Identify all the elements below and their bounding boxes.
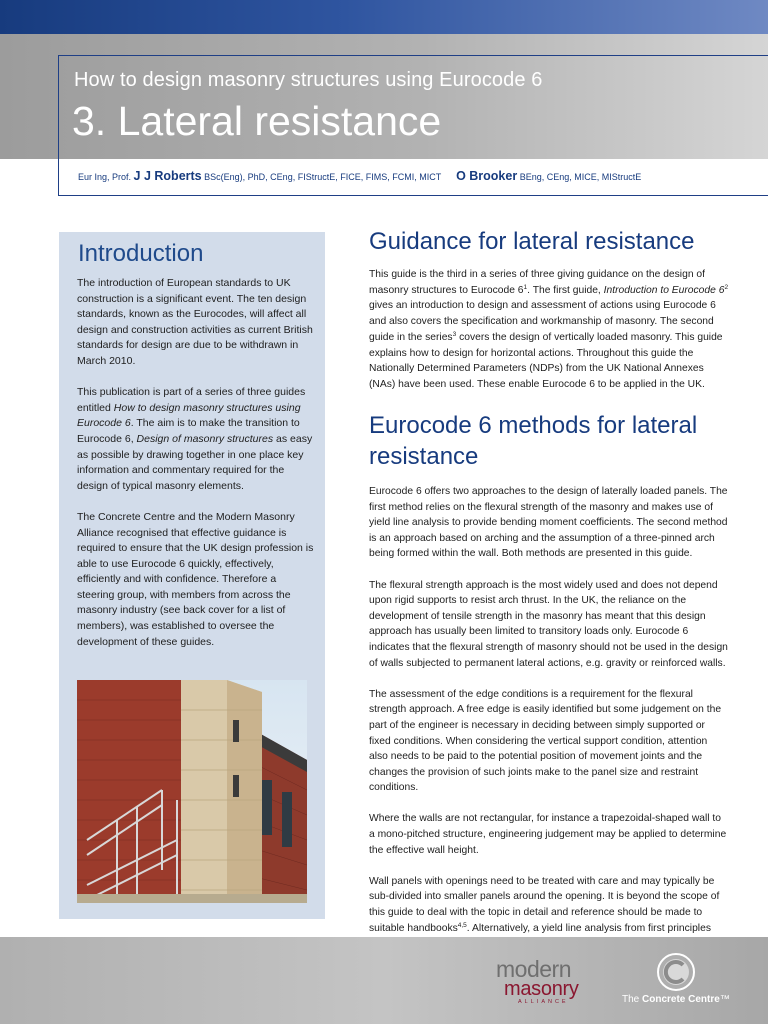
intro-paragraph-3: The Concrete Centre and the Modern Masonry Alliance recognised that effective guidance is required to ensure that the UK design profession is able to use Eurocode 6 quickly, effectively, efficiently and with confidence. Therefore a steering group, with members from across the masonry industry (see back cover for a list of members), was established to oversee the development of these guides. xyxy=(77,510,314,648)
introduction-text xyxy=(77,276,315,666)
guidance-heading: Guidance for lateral resistance xyxy=(369,228,695,255)
methods-paragraph-4: Where the walls are not rectangular, for instance a trapezoidal-shaped wall to a mono-pitched structure, engineering judgement may be applied to determine the effective wall height. xyxy=(369,813,727,856)
logo-word-alliance: ALLIANCE xyxy=(518,999,569,1005)
methods-text xyxy=(369,484,729,983)
modern-masonry-logo xyxy=(496,958,592,1006)
concrete-centre-logo xyxy=(620,952,740,1012)
methods-paragraph-1: Eurocode 6 offers two approaches to the design of laterally loaded panels. The first method relies on the flexural strength of the masonry and makes use of yield line analysis to provide bending moment coefficients. The second method is an approach based on arching and the assumption of a three-pinned arch being formed within the wall. Both methods are presented in this guide. xyxy=(369,486,728,560)
intro-paragraph-2: This publication is part of a series of three guides entitled How to design masonry structures using Eurocode 6. The aim is to make the transition to Eurocode 6, Design of masonry structures as easy as possible by drawing together in one place key information and commentary required for the design of typical masonry elements. xyxy=(77,386,313,492)
introduction-heading: Introduction xyxy=(78,240,204,267)
top-color-bar xyxy=(0,0,768,34)
page-title: 3. Lateral resistance xyxy=(72,98,442,144)
series-title: How to design masonry structures using Eurocode 6 xyxy=(74,69,543,91)
author2-name: O Brooker xyxy=(456,169,518,183)
concrete-centre-emblem-icon xyxy=(656,952,696,992)
building-photo xyxy=(77,680,307,903)
logo-word-masonry: masonry xyxy=(504,978,579,1000)
author1-qualifications: BSc(Eng), PhD, CEng, FIStructE, FICE, FIMS, FCMI, MICT xyxy=(204,172,442,182)
author1-prefix: Eur Ing, Prof. xyxy=(78,172,132,182)
concrete-centre-wordmark: The Concrete Centre™ xyxy=(622,994,730,1005)
methods-paragraph-2: The flexural strength approach is the most widely used and does not depend upon rigid supports to resist arch thrust. In the UK, the reliance on the development of tensile strength in the masonry has meant that this design approach has usually been limited to transitory loads only. Eurocode 6 indicates that the flexural strength of masonry should not be used in the design of walls subjected to permanent lateral actions, e.g. gravity or reinforced walls. xyxy=(369,579,728,669)
authors-line xyxy=(78,169,641,183)
logo-word-modern: modern xyxy=(496,956,571,982)
methods-paragraph-3: The assessment of the edge conditions is a requirement for the flexural strength approach. A free edge is easily identified but some judgement on the part of the engineer is necessary in deciding between simply supported or fixed conditions. When considering the vertical support condition, attention also needs to be paid to the potential position of movement joints and the changes the provision of such joints make to the panel size and restraint conditions. xyxy=(369,688,722,794)
author2-qualifications: BEng, CEng, MICE, MIStructE xyxy=(519,172,642,182)
author1-name: J J Roberts xyxy=(133,169,202,183)
guidance-paragraph: This guide is the third in a series of three giving guidance on the design of masonry structures to Eurocode $6^1$. The first guide, Introduction to Eurocode $6^2$ gives an introduction to design and assessment of actions using Eurocode 6 and also covers the specification and workmanship of masonry. The second guide in the series$^3$ covers the design of vertically loaded masonry. This guide explains how to design for horizontal actions. Throughout this guide the Nationally Determined Parameters (NDPs) from the UK National Annexes (NAs) have been used. These enable Eurocode 6 to be applied in the UK. xyxy=(369,269,729,390)
methods-paragraph-5: Wall panels with openings need to be treated with care and may typically be sub-divided into smaller panels around the opening. It is beyond the scope of this guide to deal with the topic in detail and reference should be made to suitable handbooks$^{4,5}$. Alternatively, a yield line analysis from first principles xyxy=(369,875,720,934)
methods-heading: Eurocode 6 methods for lateral resistance xyxy=(369,412,698,470)
intro-paragraph-1: The introduction of European standards to UK construction is a significant event. The ten design standards, known as the Eurocodes, will affect all design and construction activities as current British standards for design are due to be withdrawn in March 2010. xyxy=(77,277,313,367)
